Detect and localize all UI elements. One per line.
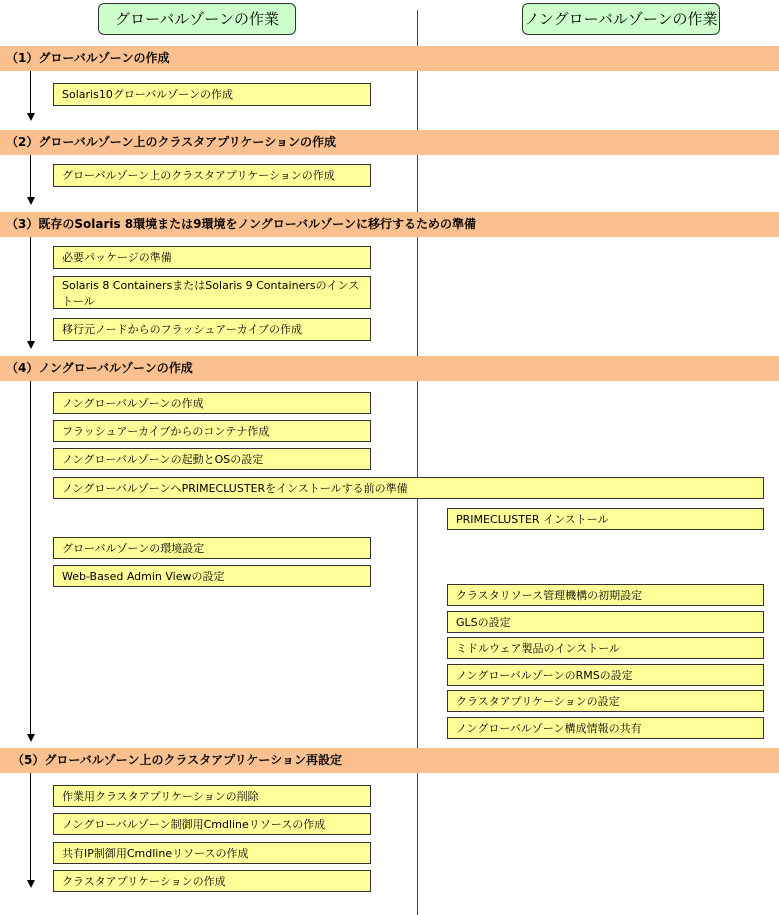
header-global-zone: グローバルゾーンの作業 [98,3,296,35]
task-4-7: Web-Based Admin Viewの設定 [53,565,371,587]
step-2-title: （2）グローバルゾーン上のクラスタアプリケーションの作成 [0,130,779,155]
task-4-11: ノングローバルゾーンのRMSの設定 [447,664,764,686]
task-5-1: 作業用クラスタアプリケーションの削除 [53,785,371,807]
task-3-2: Solaris 8 ContainersまたはSolaris 9 Containersのインストール [53,276,371,309]
task-5-3: 共有IP制御用Cmdlineリソースの作成 [53,842,371,864]
step-4-title: （4）ノングローバルゾーンの作成 [0,356,779,381]
arrow-head-step-1 [27,113,35,121]
step-1-title: （1）グローバルゾーンの作成 [0,46,779,71]
task-4-1: ノングローバルゾーンの作成 [53,392,371,414]
step-3-title: （3）既存のSolaris 8環境または9環境をノングローバルゾーンに移行するための準備 [0,212,779,237]
task-4-5: PRIMECLUSTER インストール [447,508,764,530]
arrow-head-step-3 [27,341,35,349]
arrow-step-2 [30,155,31,197]
arrow-head-step-5 [27,880,35,888]
task-5-4: クラスタアプリケーションの作成 [53,870,371,892]
task-1-1: Solaris10グローバルゾーンの作成 [53,83,371,106]
task-3-1: 必要パッケージの準備 [53,246,371,269]
arrow-step-1 [30,71,31,113]
task-4-10: ミドルウェア製品のインストール [447,637,764,659]
arrow-head-step-4 [27,734,35,742]
arrow-head-step-2 [27,197,35,205]
step-5-title: （5）グローバルゾーン上のクラスタアプリケーション再設定 [0,748,779,773]
task-4-13: ノングローバルゾーン構成情報の共有 [447,717,764,739]
arrow-step-3 [30,237,31,341]
task-2-1: グローバルゾーン上のクラスタアプリケーションの作成 [53,164,371,187]
task-4-8: クラスタリソース管理機構の初期設定 [447,584,764,606]
task-4-2: フラッシュアーカイブからのコンテナ作成 [53,420,371,442]
header-nonglobal-zone: ノングローバルゾーンの作業 [522,3,720,35]
task-4-6: グローバルゾーンの環境設定 [53,537,371,559]
arrow-step-4 [30,381,31,734]
arrow-step-5 [30,773,31,880]
task-5-2: ノングローバルゾーン制御用Cmdlineリソースの作成 [53,813,371,835]
task-4-4: ノングローバルゾーンへPRIMECLUSTERをインストールする前の準備 [53,477,764,499]
task-3-3: 移行元ノードからのフラッシュアーカイブの作成 [53,318,371,341]
task-4-3: ノングローバルゾーンの起動とOSの設定 [53,448,371,470]
task-4-12: クラスタアプリケーションの設定 [447,690,764,712]
task-4-9: GLSの設定 [447,611,764,633]
